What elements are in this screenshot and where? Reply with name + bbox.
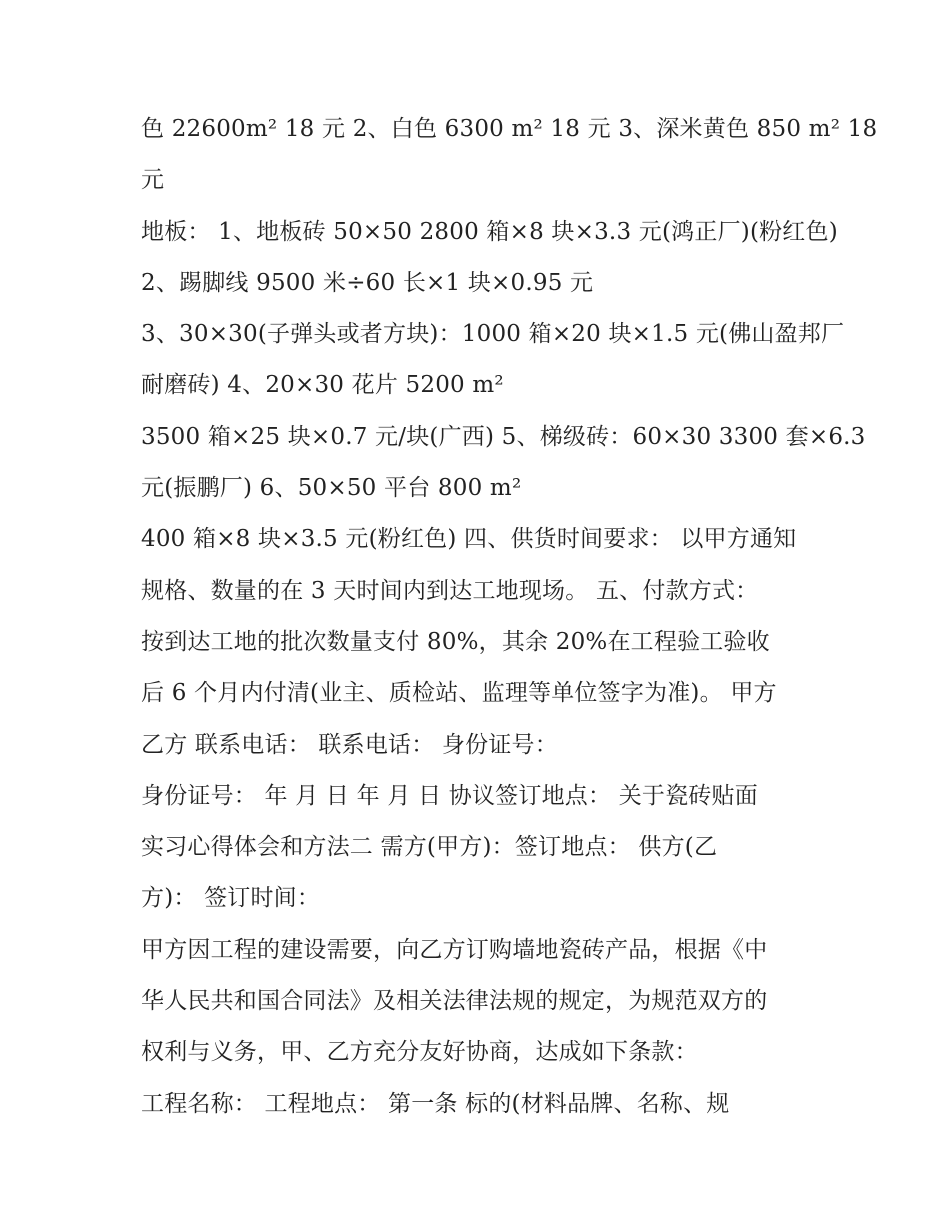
text-line: 身份证号： 年 月 日 年 月 日 协议签订地点： 关于瓷砖贴面 — [141, 782, 758, 809]
text-line: 规格、数量的在 3 天时间内到达工地现场。 五、付款方式： — [141, 577, 759, 604]
text-line: 400 箱×8 块×3.5 元(粉红色) 四、供货时间要求： 以甲方通知 — [141, 526, 797, 553]
text-line: 3500 箱×25 块×0.7 元/块(广西) 5、梯级砖：60×30 3300 套×6.3 — [141, 423, 866, 450]
text-line: 色 22600m² 18 元 2、白色 6300 m² 18 元 3、深米黄色 850 m² 18 — [141, 116, 878, 142]
text-line: 乙方 联系电话： 联系电话： 身份证号： — [141, 731, 558, 758]
text-line: 2、踢脚线 9500 米÷60 长×1 块×0.95 元 — [141, 269, 594, 296]
text-line: 元 — [141, 167, 165, 194]
text-line: 按到达工地的批次数量支付 80%，其余 20%在工程验工验收 — [141, 628, 770, 655]
text-line: 方)： 签订时间： — [141, 885, 321, 912]
text-line: 3、30×30(子弹头或者方块)：1000 箱×20 块×1.5 元(佛山盈邦厂 — [141, 321, 845, 348]
text-line: 后 6 个月内付清(业主、质检站、监理等单位签字为准)。 甲方 — [141, 680, 777, 707]
text-line: 工程名称： 工程地点： 第一条 标的(材料品牌、名称、规 — [141, 1090, 730, 1117]
text-line: 元(振鹏厂) 6、50×50 平台 800 m² — [141, 475, 522, 502]
text-line: 甲方因工程的建设需要，向乙方订购墙地瓷砖产品，根据《中 — [141, 936, 768, 963]
text-line: 实习心得体会和方法二 需方(甲方)：签订地点： 供方(乙 — [141, 834, 718, 861]
text-line: 权利与义务，甲、乙方充分友好协商，达成如下条款： — [141, 1039, 698, 1066]
text-line: 华人民共和国合同法》及相关法律法规的规定，为规范双方的 — [141, 988, 768, 1015]
text-line: 耐磨砖) 4、20×30 花片 5200 m² — [141, 372, 504, 399]
text-line: 地板： 1、地板砖 50×50 2800 箱×8 块×3.3 元(鸿正厂)(粉红色) — [141, 218, 838, 245]
document-body — [141, 104, 878, 1130]
